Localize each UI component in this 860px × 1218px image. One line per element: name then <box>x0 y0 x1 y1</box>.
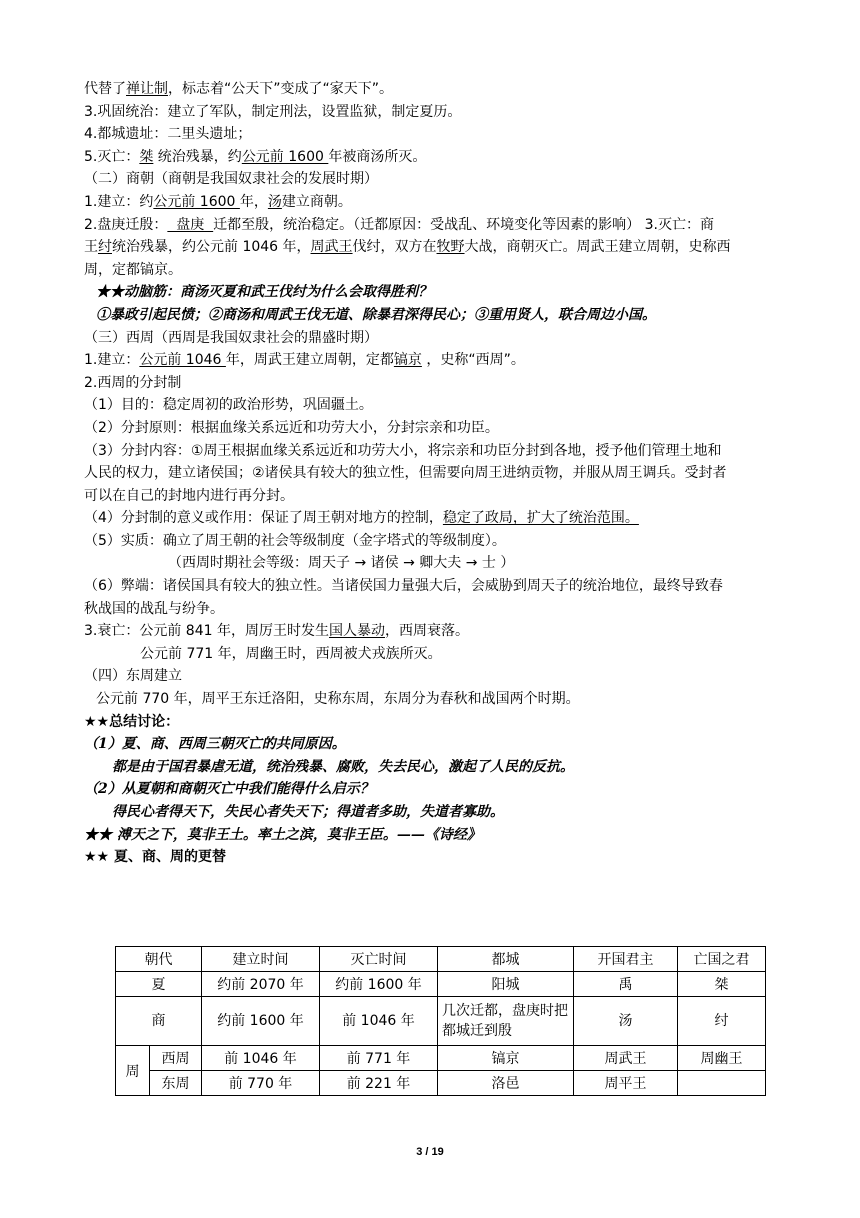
text-line: 可以在自己的封地内进行再分封。 <box>84 487 294 504</box>
text-line: 2.盘庚迁殷： 盘庚 迁都至殷，统治稳定。（迁都原因：受战乱、环境变化等因素的影响） 3.灭亡：商 <box>84 216 714 233</box>
quote-line: ★★ 溥天之下，莫非王土。率土之滨，莫非王臣。——《诗经》 <box>84 826 481 843</box>
summary-answer: 都是由于国君暴虐无道，统治残暴、腐败，失去民心，激起了人民的反抗。 <box>112 758 574 775</box>
table-cell: 前 771 年 <box>320 1046 438 1071</box>
table-cell <box>678 1071 766 1096</box>
table-row <box>116 972 766 997</box>
table-cell: 周武王 <box>574 1046 678 1071</box>
table-header: 建立时间 <box>202 947 320 972</box>
table-cell: 汤 <box>574 997 678 1046</box>
table-header: 开国君主 <box>574 947 678 972</box>
page-number: 3 / 19 <box>416 1146 444 1158</box>
table-cell: 前 770 年 <box>202 1071 320 1096</box>
text-line: （6）弊端：诸侯国具有较大的独立性。当诸侯国力量强大后，会威胁到周天子的统治地位，最终导致春 <box>84 578 723 595</box>
table-cell: 约前 1600 年 <box>320 972 438 997</box>
table-cell: 周幽王 <box>678 1046 766 1071</box>
table-caption: ★★ 夏、商、周的更替 <box>84 849 226 866</box>
section-heading: （二）商朝（商朝是我国奴隶社会的发展时期） <box>84 171 378 188</box>
table-cell: 周平王 <box>574 1071 678 1096</box>
underlined-term: 禅让制 <box>126 81 168 97</box>
table-cell: 纣 <box>678 997 766 1046</box>
underlined-term: 汤 <box>267 193 282 210</box>
table-cell: 东周 <box>150 1071 202 1096</box>
table-cell: 周 <box>116 1046 150 1096</box>
text-line: 周，定都镐京。 <box>84 261 182 278</box>
underlined-term: 国人暴动 <box>328 623 385 640</box>
think-answer: ①暴政引起民愤；②商汤和周武王伐无道、除暴君深得民心；③重用贤人，联合周边小国。 <box>96 306 656 323</box>
table-row <box>116 997 766 1046</box>
underlined-term: 公元前 1600 <box>241 148 329 165</box>
text-line: 代替了禅让制，标志着“公天下”变成了“家天下”。 <box>84 81 394 97</box>
document-body <box>84 78 784 869</box>
text-line: 秋战国的战乱与纷争。 <box>84 600 224 617</box>
table-cell: 西周 <box>150 1046 202 1071</box>
text-line: （西周时期社会等级：周天子 → 诸侯 → 卿大夫 → 士 ） <box>168 555 515 572</box>
dynasty-table <box>115 946 766 1096</box>
text-line: 2.西周的分封制 <box>84 374 182 391</box>
text-line: 公元前 771 年，周幽王时，西周被犬戎族所灭。 <box>140 645 442 662</box>
section-heading: （三）西周（西周是我国奴隶社会的鼎盛时期） <box>84 329 378 346</box>
table-cell: 洛邑 <box>438 1071 574 1096</box>
table-header: 都城 <box>438 947 574 972</box>
table-header: 朝代 <box>116 947 202 972</box>
summary-answer: 得民心者得天下，失民心者失天下；得道者多助，失道者寡助。 <box>112 804 504 820</box>
text-line: （1）目的：稳定周初的政治形势，巩固疆土。 <box>84 397 373 414</box>
text-line: 3.巩固统治：建立了军队，制定刑法，设置监狱，制定夏历。 <box>84 103 462 120</box>
table-cell: 镐京 <box>438 1046 574 1071</box>
underlined-term: 周武王 <box>310 239 353 256</box>
text-line: 王纣统治残暴，约公元前 1046 年，周武王伐纣，双方在牧野大战，商朝灭亡。周武王建立周朝，史称西 <box>84 239 731 256</box>
table-cell: 约前 2070 年 <box>202 972 320 997</box>
underlined-term: 纣 <box>98 239 112 256</box>
summary-heading: ★★总结讨论： <box>84 713 180 730</box>
text-line: 公元前 770 年，周平王东迁洛阳，史称东周，东周分为春秋和战国两个时期。 <box>96 691 580 708</box>
table-cell: 前 1046 年 <box>202 1046 320 1071</box>
table-header: 亡国之君 <box>678 947 766 972</box>
text-line: 5.灭亡：桀 统治残暴，约公元前 1600 年被商汤所灭。 <box>84 148 427 165</box>
table-row <box>116 1071 766 1096</box>
table-cell: 约前 1600 年 <box>202 997 320 1046</box>
table-cell: 禹 <box>574 972 678 997</box>
table-cell: 前 221 年 <box>320 1071 438 1096</box>
table-cell: 商 <box>116 997 202 1046</box>
underlined-term: 桀 <box>139 148 154 165</box>
table-cell: 前 1046 年 <box>320 997 438 1046</box>
summary-question: （2）从夏朝和商朝灭亡中我们能得什么启示？ <box>84 781 374 798</box>
text-line: （2）分封原则：根据血缘关系远近和功劳大小，分封宗亲和功臣。 <box>84 419 499 436</box>
table-cell: 阳城 <box>438 972 574 997</box>
underlined-term: 公元前 1600 <box>153 193 240 210</box>
text-line: （5）实质：确立了周王朝的社会等级制度（金字塔式的等级制度）。 <box>84 532 506 549</box>
underlined-term: 公元前 1046 <box>139 352 226 369</box>
text-line: 1.建立：约公元前 1600 年，汤建立商朝。 <box>84 193 352 210</box>
underlined-term: 盘庚 <box>167 216 214 233</box>
underlined-term: 牧野 <box>436 239 465 256</box>
table-cell: 夏 <box>116 972 202 997</box>
underlined-term: 镐京 <box>393 352 422 369</box>
section-heading: （四）东周建立 <box>84 668 182 685</box>
table-row <box>116 1046 766 1071</box>
text-line: 4.都城遗址：二里头遗址； <box>84 126 252 143</box>
table-header-row <box>116 947 766 972</box>
text-line: （4）分封制的意义或作用：保证了周王朝对地方的控制，稳定了政局，扩大了统治范围。 <box>84 510 639 527</box>
text-line: 1.建立：公元前 1046 年，周武王建立周朝，定都镐京 ，史称“西周”。 <box>84 352 525 369</box>
table-header: 灭亡时间 <box>320 947 438 972</box>
text-line: 人民的权力，建立诸侯国；②诸侯具有较大的独立性，但需要向周王进纳贡物，并服从周王调兵。受封者 <box>84 465 727 482</box>
underlined-term: 稳定了政局，扩大了统治范围。 <box>442 510 639 527</box>
text-line: （3）分封内容：①周王根据血缘关系远近和功劳大小，将宗亲和功臣分封到各地，授予他们管理土地和 <box>84 442 722 459</box>
summary-question: （1）夏、商、西周三朝灭亡的共同原因。 <box>84 736 346 753</box>
table-cell: 桀 <box>678 972 766 997</box>
text-line: 3.衰亡：公元前 841 年，周厉王时发生国人暴动，西周衰落。 <box>84 623 469 640</box>
table-cell: 几次迁都，盘庚时把都城迁到殷 <box>438 997 574 1046</box>
think-question: ★★动脑筋：商汤灭夏和武王伐纣为什么会取得胜利？ <box>96 284 432 301</box>
